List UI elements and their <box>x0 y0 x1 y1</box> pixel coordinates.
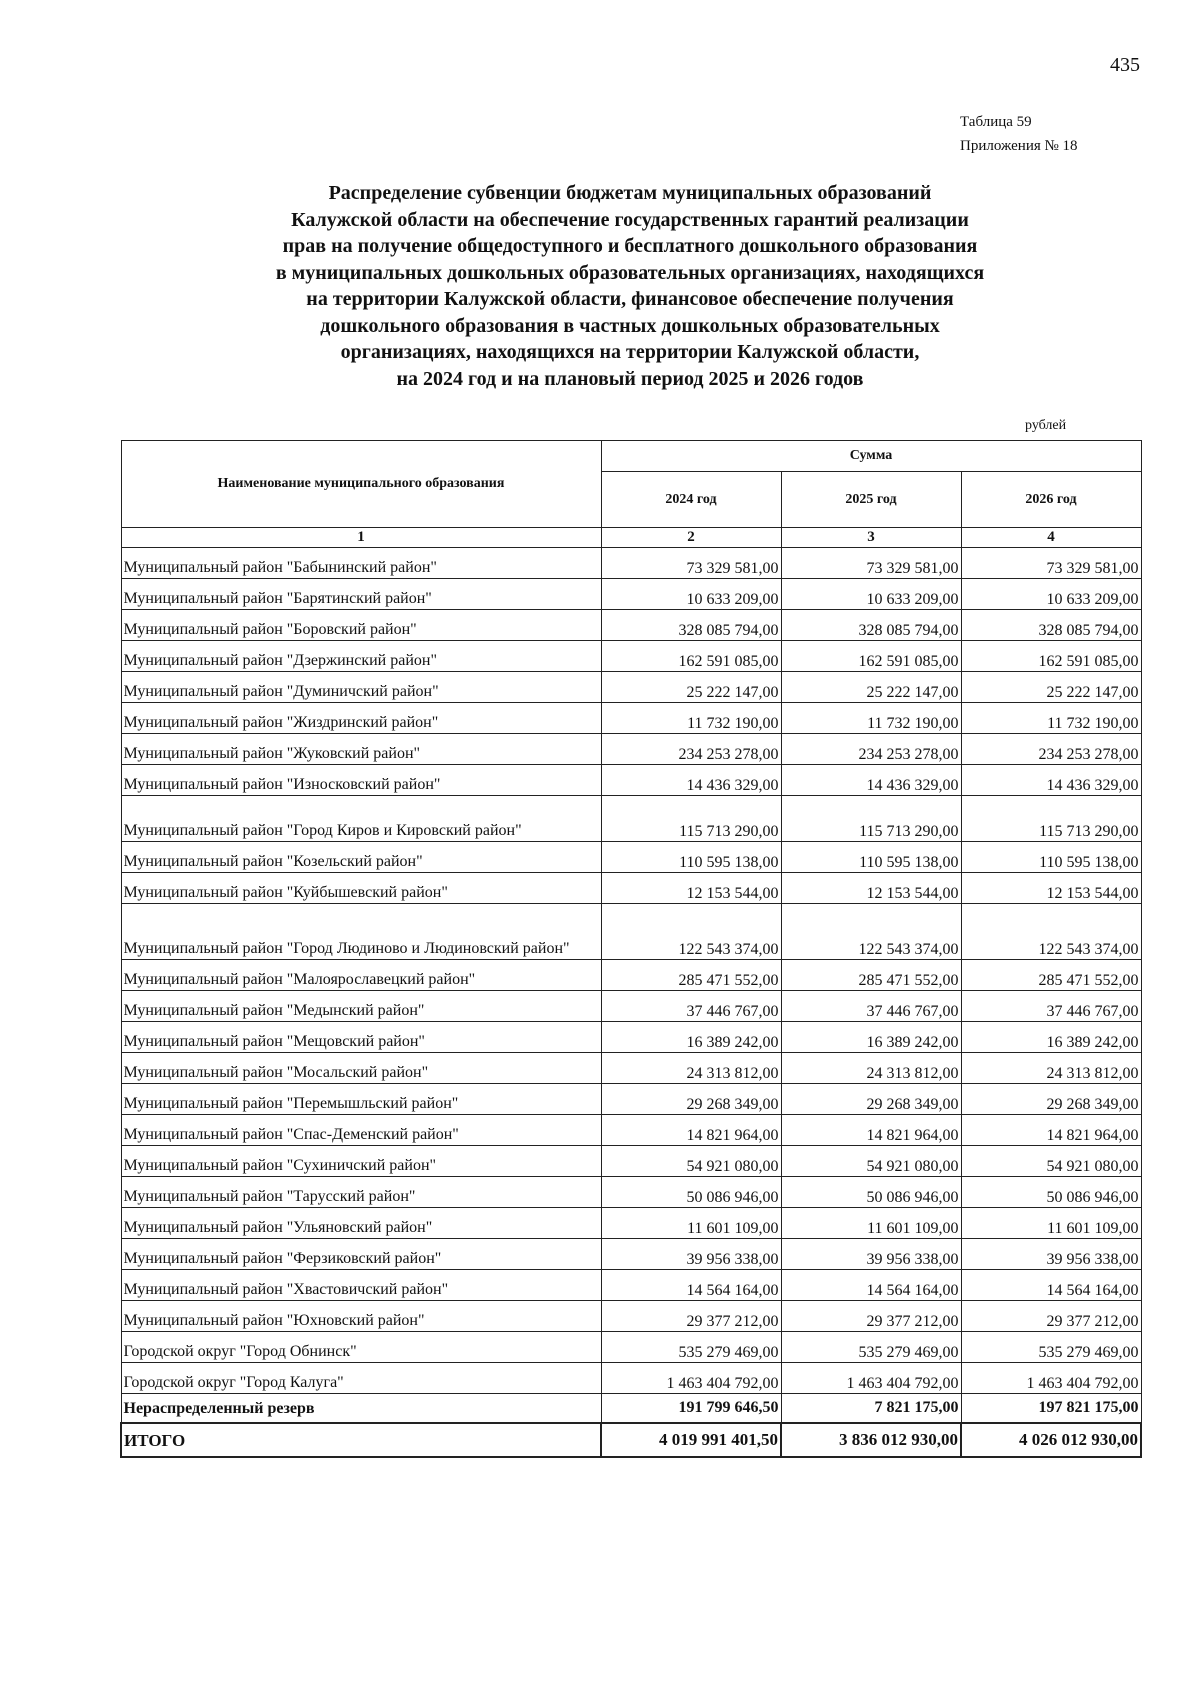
table-row <box>121 1208 1141 1239</box>
amount-2026: 122 543 374,00 <box>961 904 1141 960</box>
title-line: в муниципальных дошкольных образовательных организациях, находящихся <box>275 261 985 284</box>
table-row <box>121 1270 1141 1301</box>
amount-2025: 535 279 469,00 <box>781 1332 961 1363</box>
header-year-2024: 2024 год <box>601 472 781 528</box>
amount-2026: 11 732 190,00 <box>961 703 1141 734</box>
amount-2026: 110 595 138,00 <box>961 842 1141 873</box>
title-line: Калужской области на обеспечение государственных гарантий реализации <box>291 208 969 231</box>
amount-2024: 234 253 278,00 <box>601 734 781 765</box>
amount-2025: 1 463 404 792,00 <box>781 1363 961 1394</box>
amount-2024: 29 268 349,00 <box>601 1084 781 1115</box>
amount-2025: 14 436 329,00 <box>781 765 961 796</box>
amount-2026: 73 329 581,00 <box>961 548 1141 579</box>
municipality-name: Муниципальный район "Думиничский район" <box>121 672 601 703</box>
amount-2025: 50 086 946,00 <box>781 1177 961 1208</box>
header-name: Наименование муниципального образования <box>121 441 601 528</box>
amount-2024: 12 153 544,00 <box>601 873 781 904</box>
table-row <box>121 1084 1141 1115</box>
amount-2024: 122 543 374,00 <box>601 904 781 960</box>
municipality-name: Муниципальный район "Барятинский район" <box>121 579 601 610</box>
municipality-name: Муниципальный район "Мещовский район" <box>121 1022 601 1053</box>
total-name: ИТОГО <box>121 1423 601 1457</box>
table-row <box>121 842 1141 873</box>
amount-2025: 11 732 190,00 <box>781 703 961 734</box>
reserve-value-2024: 191 799 646,50 <box>601 1394 781 1424</box>
municipality-name: Муниципальный район "Тарусский район" <box>121 1177 601 1208</box>
units-label: рублей <box>1025 418 1067 433</box>
table-row <box>121 734 1141 765</box>
amount-2026: 12 153 544,00 <box>961 873 1141 904</box>
amount-2025: 285 471 552,00 <box>781 960 961 991</box>
table-row <box>121 1115 1141 1146</box>
subvention-table <box>120 440 1142 1458</box>
amount-2024: 50 086 946,00 <box>601 1177 781 1208</box>
table-row <box>121 1239 1141 1270</box>
amount-2024: 11 732 190,00 <box>601 703 781 734</box>
reserve-value-2026: 197 821 175,00 <box>961 1394 1141 1424</box>
table-row <box>121 873 1141 904</box>
amount-2026: 14 821 964,00 <box>961 1115 1141 1146</box>
amount-2025: 234 253 278,00 <box>781 734 961 765</box>
amount-2025: 328 085 794,00 <box>781 610 961 641</box>
amount-2026: 39 956 338,00 <box>961 1239 1141 1270</box>
municipality-name: Муниципальный район "Износковский район" <box>121 765 601 796</box>
amount-2026: 37 446 767,00 <box>961 991 1141 1022</box>
column-index: 2 <box>601 528 781 548</box>
column-index: 3 <box>781 528 961 548</box>
amount-2026: 50 086 946,00 <box>961 1177 1141 1208</box>
municipality-name: Муниципальный район "Спас-Деменский район" <box>121 1115 601 1146</box>
amount-2024: 29 377 212,00 <box>601 1301 781 1332</box>
amount-2025: 110 595 138,00 <box>781 842 961 873</box>
amount-2025: 73 329 581,00 <box>781 548 961 579</box>
amount-2025: 37 446 767,00 <box>781 991 961 1022</box>
amount-2024: 24 313 812,00 <box>601 1053 781 1084</box>
amount-2024: 11 601 109,00 <box>601 1208 781 1239</box>
amount-2026: 1 463 404 792,00 <box>961 1363 1141 1394</box>
title-line: Распределение субвенции бюджетам муниципальных образований <box>328 182 932 204</box>
municipality-name: Муниципальный район "Боровский район" <box>121 610 601 641</box>
title-line: организациях, находящихся на территории Калужской области, <box>340 341 920 363</box>
amount-2026: 234 253 278,00 <box>961 734 1141 765</box>
table-row <box>121 1146 1141 1177</box>
amount-2026: 162 591 085,00 <box>961 641 1141 672</box>
table-row <box>121 1301 1141 1332</box>
amount-2024: 14 564 164,00 <box>601 1270 781 1301</box>
reserve-row <box>121 1394 1141 1424</box>
amount-2025: 14 564 164,00 <box>781 1270 961 1301</box>
amount-2025: 12 153 544,00 <box>781 873 961 904</box>
amount-2024: 535 279 469,00 <box>601 1332 781 1363</box>
amount-2024: 54 921 080,00 <box>601 1146 781 1177</box>
amount-2024: 110 595 138,00 <box>601 842 781 873</box>
municipality-name: Муниципальный район "Юхновский район" <box>121 1301 601 1332</box>
municipality-name: Муниципальный район "Хвастовичский район" <box>121 1270 601 1301</box>
amount-2026: 25 222 147,00 <box>961 672 1141 703</box>
amount-2025: 39 956 338,00 <box>781 1239 961 1270</box>
document-title <box>170 180 1090 392</box>
municipality-name: Муниципальный район "Малоярославецкий район" <box>121 960 601 991</box>
municipality-name: Городской округ "Город Калуга" <box>121 1363 601 1394</box>
amount-2026: 16 389 242,00 <box>961 1022 1141 1053</box>
total-value-2024: 4 019 991 401,50 <box>601 1423 781 1457</box>
municipality-name: Городской округ "Город Обнинск" <box>121 1332 601 1363</box>
municipality-name: Муниципальный район "Сухиничский район" <box>121 1146 601 1177</box>
municipality-name: Муниципальный район "Мосальский район" <box>121 1053 601 1084</box>
table-row <box>121 703 1141 734</box>
reserve-name: Нераспределенный резерв <box>121 1394 601 1424</box>
amount-2026: 29 268 349,00 <box>961 1084 1141 1115</box>
amount-2026: 14 436 329,00 <box>961 765 1141 796</box>
amount-2024: 328 085 794,00 <box>601 610 781 641</box>
amount-2026: 285 471 552,00 <box>961 960 1141 991</box>
table-row <box>121 960 1141 991</box>
amount-2025: 29 377 212,00 <box>781 1301 961 1332</box>
municipality-name: Муниципальный район "Козельский район" <box>121 842 601 873</box>
amount-2026: 115 713 290,00 <box>961 796 1141 842</box>
municipality-name: Муниципальный район "Ферзиковский район" <box>121 1239 601 1270</box>
amount-2024: 1 463 404 792,00 <box>601 1363 781 1394</box>
annex-reference <box>960 110 1078 158</box>
amount-2024: 73 329 581,00 <box>601 548 781 579</box>
amount-2026: 14 564 164,00 <box>961 1270 1141 1301</box>
table-row <box>121 904 1141 960</box>
amount-2024: 14 821 964,00 <box>601 1115 781 1146</box>
municipality-name: Муниципальный район "Перемышльский район" <box>121 1084 601 1115</box>
header-sum: Сумма <box>601 441 1141 472</box>
municipality-name: Муниципальный район "Город Людиново и Людиновский район" <box>121 904 601 960</box>
amount-2024: 115 713 290,00 <box>601 796 781 842</box>
table-row <box>121 991 1141 1022</box>
municipality-name: Муниципальный район "Город Киров и Кировский район" <box>121 796 601 842</box>
amount-2026: 54 921 080,00 <box>961 1146 1141 1177</box>
amount-2025: 54 921 080,00 <box>781 1146 961 1177</box>
column-index: 4 <box>961 528 1141 548</box>
table-row <box>121 1022 1141 1053</box>
table-label: Таблица 59 <box>960 114 1032 130</box>
amount-2025: 115 713 290,00 <box>781 796 961 842</box>
amount-2024: 25 222 147,00 <box>601 672 781 703</box>
municipality-name: Муниципальный район "Куйбышевский район" <box>121 873 601 904</box>
amount-2026: 328 085 794,00 <box>961 610 1141 641</box>
table-row <box>121 672 1141 703</box>
municipality-name: Муниципальный район "Жуковский район" <box>121 734 601 765</box>
municipality-name: Муниципальный район "Медынский район" <box>121 991 601 1022</box>
amount-2024: 285 471 552,00 <box>601 960 781 991</box>
reserve-value-2025: 7 821 175,00 <box>781 1394 961 1424</box>
amount-2025: 25 222 147,00 <box>781 672 961 703</box>
table-row <box>121 1332 1141 1363</box>
title-line: прав на получение общедоступного и бесплатного дошкольного образования <box>282 235 978 257</box>
total-value-2026: 4 026 012 930,00 <box>961 1423 1141 1457</box>
table-row <box>121 548 1141 579</box>
annex-label: Приложения № 18 <box>960 138 1078 154</box>
municipality-name: Муниципальный район "Бабынинский район" <box>121 548 601 579</box>
amount-2026: 29 377 212,00 <box>961 1301 1141 1332</box>
amount-2025: 24 313 812,00 <box>781 1053 961 1084</box>
amount-2025: 162 591 085,00 <box>781 641 961 672</box>
page-number: 435 <box>1110 54 1140 76</box>
table-row <box>121 765 1141 796</box>
table-row <box>121 641 1141 672</box>
amount-2026: 535 279 469,00 <box>961 1332 1141 1363</box>
amount-2024: 162 591 085,00 <box>601 641 781 672</box>
header-year-2025: 2025 год <box>781 472 961 528</box>
title-line: дошкольного образования в частных дошкольных образовательных <box>320 314 940 337</box>
table-row <box>121 579 1141 610</box>
amount-2024: 37 446 767,00 <box>601 991 781 1022</box>
municipality-name: Муниципальный район "Дзержинский район" <box>121 641 601 672</box>
title-line: на 2024 год и на плановый период 2025 и 2026 годов <box>396 367 864 390</box>
amount-2026: 10 633 209,00 <box>961 579 1141 610</box>
amount-2024: 14 436 329,00 <box>601 765 781 796</box>
table-row <box>121 796 1141 842</box>
header-year-2026: 2026 год <box>961 472 1141 528</box>
amount-2025: 11 601 109,00 <box>781 1208 961 1239</box>
amount-2024: 39 956 338,00 <box>601 1239 781 1270</box>
column-index: 1 <box>121 528 601 548</box>
municipality-name: Муниципальный район "Жиздринский район" <box>121 703 601 734</box>
amount-2026: 11 601 109,00 <box>961 1208 1141 1239</box>
amount-2025: 122 543 374,00 <box>781 904 961 960</box>
amount-2024: 16 389 242,00 <box>601 1022 781 1053</box>
amount-2024: 10 633 209,00 <box>601 579 781 610</box>
amount-2026: 24 313 812,00 <box>961 1053 1141 1084</box>
table-body <box>121 548 1141 1394</box>
title-line: на территории Калужской области, финансовое обеспечение получения <box>306 288 954 310</box>
amount-2025: 16 389 242,00 <box>781 1022 961 1053</box>
amount-2025: 14 821 964,00 <box>781 1115 961 1146</box>
table-row <box>121 1053 1141 1084</box>
table-row <box>121 1177 1141 1208</box>
table-row <box>121 1363 1141 1394</box>
amount-2025: 10 633 209,00 <box>781 579 961 610</box>
amount-2025: 29 268 349,00 <box>781 1084 961 1115</box>
total-value-2025: 3 836 012 930,00 <box>781 1423 961 1457</box>
table-row <box>121 610 1141 641</box>
municipality-name: Муниципальный район "Ульяновский район" <box>121 1208 601 1239</box>
total-row <box>121 1423 1141 1457</box>
